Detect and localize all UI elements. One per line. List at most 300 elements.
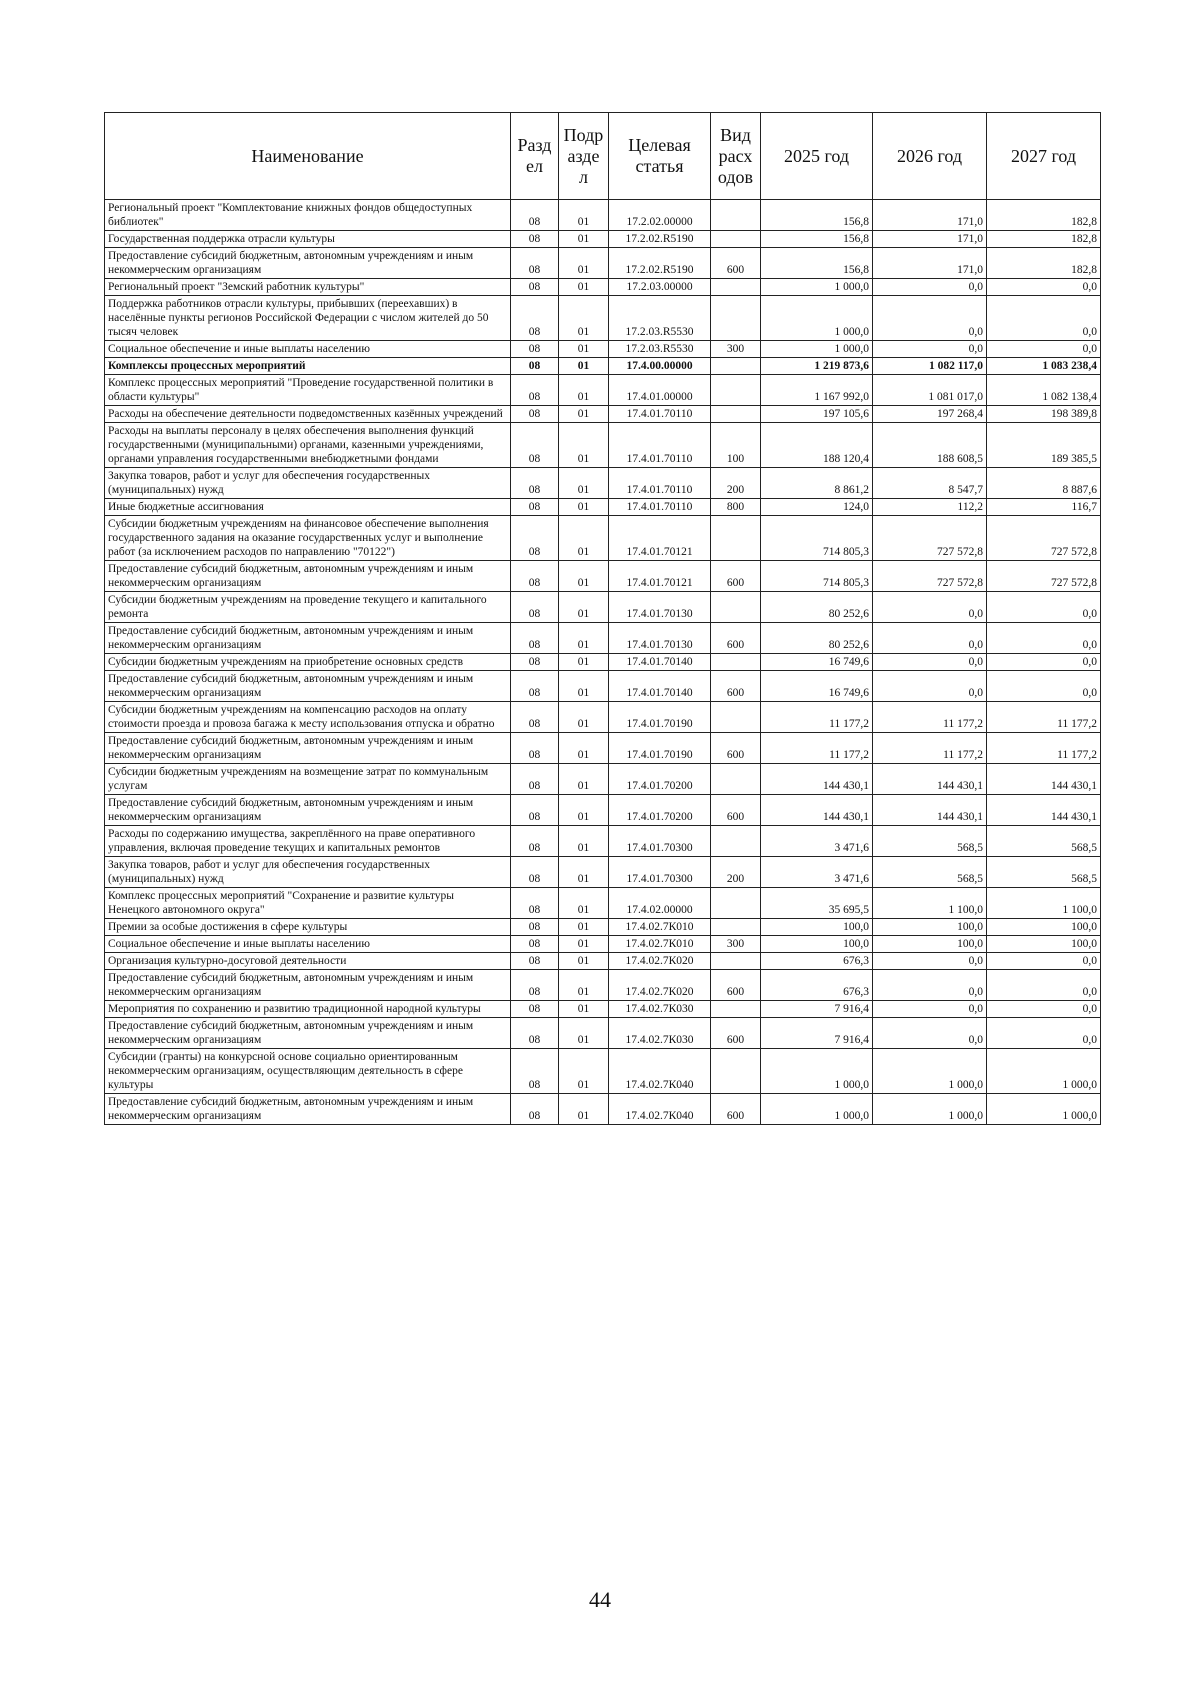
cell-celevaya: 17.2.03.R5530 [609, 341, 711, 358]
cell-razdel: 08 [511, 764, 559, 795]
cell-vid: 600 [711, 623, 761, 654]
cell-celevaya: 17.4.01.70200 [609, 795, 711, 826]
cell-podrazdel: 01 [559, 671, 609, 702]
cell-podrazdel: 01 [559, 406, 609, 423]
cell-razdel: 08 [511, 561, 559, 592]
cell-podrazdel: 01 [559, 953, 609, 970]
cell-name: Субсидии бюджетным учреждениям на финансовое обеспечение выполнения государственного задания на оказание государственных услуг и выполнение работ (за исключением расходов по направлению "70122") [105, 516, 511, 561]
cell-2025: 7 916,4 [761, 1001, 873, 1018]
cell-vid [711, 516, 761, 561]
cell-name: Расходы на обеспечение деятельности подведомственных казённых учреждений [105, 406, 511, 423]
cell-celevaya: 17.4.02.7К020 [609, 970, 711, 1001]
cell-2025: 1 000,0 [761, 279, 873, 296]
cell-podrazdel: 01 [559, 279, 609, 296]
cell-2026: 0,0 [873, 671, 987, 702]
cell-2026: 568,5 [873, 826, 987, 857]
cell-2027: 100,0 [987, 919, 1101, 936]
cell-celevaya: 17.2.02.R5190 [609, 231, 711, 248]
cell-vid: 600 [711, 795, 761, 826]
table-row [105, 936, 1101, 953]
cell-podrazdel: 01 [559, 375, 609, 406]
cell-2026: 188 608,5 [873, 423, 987, 468]
cell-name: Комплекс процессных мероприятий "Сохранение и развитие культуры Ненецкого автономного округа" [105, 888, 511, 919]
cell-vid: 600 [711, 1018, 761, 1049]
cell-2026: 100,0 [873, 919, 987, 936]
cell-2027: 0,0 [987, 1001, 1101, 1018]
cell-name: Предоставление субсидий бюджетным, автономным учреждениям и иным некоммерческим организациям [105, 733, 511, 764]
cell-2027: 0,0 [987, 341, 1101, 358]
cell-2026: 0,0 [873, 953, 987, 970]
cell-name: Субсидии бюджетным учреждениям на компенсацию расходов на оплату стоимости проезда и провоза багажа к месту использования отпуска и обратно [105, 702, 511, 733]
cell-celevaya: 17.4.01.70140 [609, 671, 711, 702]
cell-2027: 182,8 [987, 248, 1101, 279]
cell-name: Региональный проект "Комплектование книжных фондов общедоступных библиотек" [105, 200, 511, 231]
cell-2025: 1 000,0 [761, 1049, 873, 1094]
cell-2025: 80 252,6 [761, 592, 873, 623]
table-row [105, 970, 1101, 1001]
cell-2025: 100,0 [761, 936, 873, 953]
cell-2025: 11 177,2 [761, 702, 873, 733]
table-row [105, 341, 1101, 358]
cell-name: Предоставление субсидий бюджетным, автономным учреждениям и иным некоммерческим организациям [105, 248, 511, 279]
cell-2026: 0,0 [873, 970, 987, 1001]
cell-2026: 8 547,7 [873, 468, 987, 499]
cell-vid: 100 [711, 423, 761, 468]
cell-celevaya: 17.4.02.7К010 [609, 936, 711, 953]
cell-2025: 676,3 [761, 953, 873, 970]
cell-2027: 189 385,5 [987, 423, 1101, 468]
cell-2027: 1 082 138,4 [987, 375, 1101, 406]
cell-celevaya: 17.4.01.70110 [609, 499, 711, 516]
table-row [105, 826, 1101, 857]
cell-name: Субсидии бюджетным учреждениям на проведение текущего и капитального ремонта [105, 592, 511, 623]
cell-podrazdel: 01 [559, 296, 609, 341]
cell-2027: 568,5 [987, 857, 1101, 888]
cell-name: Поддержка работников отрасли культуры, прибывших (переехавших) в населённые пункты регионов Российской Федерации с числом жителей до 50 тысяч человек [105, 296, 511, 341]
cell-razdel: 08 [511, 623, 559, 654]
cell-name: Организация культурно-досуговой деятельности [105, 953, 511, 970]
cell-2025: 144 430,1 [761, 795, 873, 826]
cell-2026: 1 000,0 [873, 1094, 987, 1125]
cell-vid [711, 406, 761, 423]
cell-razdel: 08 [511, 341, 559, 358]
cell-2025: 1 167 992,0 [761, 375, 873, 406]
table-row [105, 764, 1101, 795]
header-celevaya: Целевая статья [609, 113, 711, 200]
cell-razdel: 08 [511, 1001, 559, 1018]
cell-celevaya: 17.4.02.7К030 [609, 1018, 711, 1049]
cell-vid [711, 279, 761, 296]
cell-name: Расходы на выплаты персоналу в целях обеспечения выполнения функций государственными (муниципальными) органами, казенными учреждениями, органами управления государственными внебюджетными фондами [105, 423, 511, 468]
cell-vid: 600 [711, 561, 761, 592]
cell-2027: 1 100,0 [987, 888, 1101, 919]
cell-2027: 8 887,6 [987, 468, 1101, 499]
cell-2026: 0,0 [873, 1001, 987, 1018]
cell-2026: 1 082 117,0 [873, 358, 987, 375]
header-2027: 2027 год [987, 113, 1101, 200]
cell-celevaya: 17.4.01.70110 [609, 423, 711, 468]
cell-2027: 11 177,2 [987, 733, 1101, 764]
table-row [105, 1094, 1101, 1125]
cell-razdel: 08 [511, 970, 559, 1001]
table-header-row [105, 113, 1101, 200]
cell-vid [711, 231, 761, 248]
cell-name: Расходы по содержанию имущества, закреплённого на праве оперативного управления, включая проведение текущих и капитальных ремонтов [105, 826, 511, 857]
cell-podrazdel: 01 [559, 1049, 609, 1094]
cell-vid: 600 [711, 671, 761, 702]
table-row [105, 296, 1101, 341]
cell-name: Субсидии бюджетным учреждениям на возмещение затрат по коммунальным услугам [105, 764, 511, 795]
cell-vid [711, 919, 761, 936]
cell-2026: 0,0 [873, 296, 987, 341]
cell-razdel: 08 [511, 248, 559, 279]
cell-razdel: 08 [511, 499, 559, 516]
cell-name: Предоставление субсидий бюджетным, автономным учреждениям и иным некоммерческим организациям [105, 623, 511, 654]
cell-celevaya: 17.2.03.R5530 [609, 296, 711, 341]
cell-2026: 100,0 [873, 936, 987, 953]
cell-razdel: 08 [511, 654, 559, 671]
cell-2027: 100,0 [987, 936, 1101, 953]
table-row [105, 671, 1101, 702]
cell-2026: 0,0 [873, 341, 987, 358]
cell-2025: 1 000,0 [761, 296, 873, 341]
cell-2027: 0,0 [987, 654, 1101, 671]
cell-vid: 600 [711, 970, 761, 1001]
cell-vid: 300 [711, 341, 761, 358]
cell-name: Предоставление субсидий бюджетным, автономным учреждениям и иным некоммерческим организациям [105, 1018, 511, 1049]
cell-2027: 727 572,8 [987, 561, 1101, 592]
cell-podrazdel: 01 [559, 341, 609, 358]
cell-razdel: 08 [511, 733, 559, 764]
cell-razdel: 08 [511, 516, 559, 561]
cell-razdel: 08 [511, 888, 559, 919]
table-row [105, 1018, 1101, 1049]
cell-2026: 171,0 [873, 248, 987, 279]
cell-2027: 0,0 [987, 953, 1101, 970]
cell-vid [711, 375, 761, 406]
table-row [105, 1001, 1101, 1018]
cell-celevaya: 17.4.01.70130 [609, 623, 711, 654]
cell-vid: 600 [711, 248, 761, 279]
cell-celevaya: 17.4.01.70121 [609, 516, 711, 561]
cell-razdel: 08 [511, 671, 559, 702]
cell-2027: 0,0 [987, 592, 1101, 623]
cell-2026: 11 177,2 [873, 702, 987, 733]
cell-name: Комплексы процессных мероприятий [105, 358, 511, 375]
cell-2025: 188 120,4 [761, 423, 873, 468]
cell-2026: 0,0 [873, 654, 987, 671]
table-row [105, 279, 1101, 296]
cell-podrazdel: 01 [559, 795, 609, 826]
cell-2025: 7 916,4 [761, 1018, 873, 1049]
table-row [105, 375, 1101, 406]
cell-razdel: 08 [511, 358, 559, 375]
cell-2027: 144 430,1 [987, 795, 1101, 826]
cell-podrazdel: 01 [559, 826, 609, 857]
cell-razdel: 08 [511, 1018, 559, 1049]
cell-2025: 676,3 [761, 970, 873, 1001]
cell-podrazdel: 01 [559, 499, 609, 516]
cell-podrazdel: 01 [559, 702, 609, 733]
cell-name: Комплекс процессных мероприятий "Проведение государственной политики в области культуры" [105, 375, 511, 406]
cell-razdel: 08 [511, 857, 559, 888]
cell-2025: 124,0 [761, 499, 873, 516]
cell-2026: 0,0 [873, 592, 987, 623]
cell-2027: 0,0 [987, 671, 1101, 702]
cell-2027: 1 000,0 [987, 1049, 1101, 1094]
table-row [105, 499, 1101, 516]
cell-2025: 16 749,6 [761, 671, 873, 702]
cell-razdel: 08 [511, 406, 559, 423]
cell-celevaya: 17.4.01.70110 [609, 468, 711, 499]
cell-podrazdel: 01 [559, 592, 609, 623]
cell-2025: 1 000,0 [761, 341, 873, 358]
cell-2026: 144 430,1 [873, 795, 987, 826]
cell-2027: 1 083 238,4 [987, 358, 1101, 375]
cell-2026: 171,0 [873, 200, 987, 231]
cell-vid [711, 654, 761, 671]
cell-2026: 197 268,4 [873, 406, 987, 423]
cell-2026: 0,0 [873, 1018, 987, 1049]
cell-2027: 11 177,2 [987, 702, 1101, 733]
cell-celevaya: 17.4.01.70190 [609, 702, 711, 733]
table-row [105, 231, 1101, 248]
header-2025: 2025 год [761, 113, 873, 200]
header-vid: Вид расх одов [711, 113, 761, 200]
table-row [105, 592, 1101, 623]
table-row [105, 406, 1101, 423]
budget-table [104, 112, 1101, 1125]
cell-celevaya: 17.4.01.70140 [609, 654, 711, 671]
cell-razdel: 08 [511, 423, 559, 468]
cell-2027: 568,5 [987, 826, 1101, 857]
cell-razdel: 08 [511, 1094, 559, 1125]
cell-razdel: 08 [511, 936, 559, 953]
cell-vid [711, 953, 761, 970]
cell-celevaya: 17.4.02.7К020 [609, 953, 711, 970]
table-row [105, 953, 1101, 970]
cell-celevaya: 17.2.02.R5190 [609, 248, 711, 279]
cell-2027: 0,0 [987, 296, 1101, 341]
cell-razdel: 08 [511, 200, 559, 231]
cell-2026: 727 572,8 [873, 561, 987, 592]
cell-name: Премии за особые достижения в сфере культуры [105, 919, 511, 936]
cell-razdel: 08 [511, 826, 559, 857]
cell-name: Социальное обеспечение и иные выплаты населению [105, 936, 511, 953]
cell-celevaya: 17.4.02.7К040 [609, 1094, 711, 1125]
cell-podrazdel: 01 [559, 623, 609, 654]
cell-razdel: 08 [511, 702, 559, 733]
table-row [105, 888, 1101, 919]
cell-celevaya: 17.4.01.70200 [609, 764, 711, 795]
cell-podrazdel: 01 [559, 888, 609, 919]
cell-vid [711, 702, 761, 733]
cell-celevaya: 17.4.02.00000 [609, 888, 711, 919]
cell-2026: 1 100,0 [873, 888, 987, 919]
cell-razdel: 08 [511, 296, 559, 341]
cell-2026: 1 081 017,0 [873, 375, 987, 406]
table-row [105, 795, 1101, 826]
cell-2025: 35 695,5 [761, 888, 873, 919]
table-row [105, 623, 1101, 654]
cell-vid [711, 358, 761, 375]
table-row [105, 248, 1101, 279]
cell-podrazdel: 01 [559, 654, 609, 671]
cell-razdel: 08 [511, 953, 559, 970]
cell-2025: 156,8 [761, 231, 873, 248]
cell-vid [711, 826, 761, 857]
cell-celevaya: 17.2.02.00000 [609, 200, 711, 231]
cell-podrazdel: 01 [559, 733, 609, 764]
cell-vid: 600 [711, 1094, 761, 1125]
cell-podrazdel: 01 [559, 231, 609, 248]
cell-2027: 182,8 [987, 231, 1101, 248]
table-row [105, 561, 1101, 592]
cell-2026: 1 000,0 [873, 1049, 987, 1094]
cell-vid: 600 [711, 733, 761, 764]
cell-podrazdel: 01 [559, 561, 609, 592]
cell-razdel: 08 [511, 795, 559, 826]
cell-2025: 1 219 873,6 [761, 358, 873, 375]
cell-2025: 11 177,2 [761, 733, 873, 764]
cell-2026: 568,5 [873, 857, 987, 888]
cell-2026: 727 572,8 [873, 516, 987, 561]
cell-name: Иные бюджетные ассигнования [105, 499, 511, 516]
cell-podrazdel: 01 [559, 516, 609, 561]
table-row [105, 919, 1101, 936]
cell-razdel: 08 [511, 592, 559, 623]
cell-podrazdel: 01 [559, 936, 609, 953]
cell-podrazdel: 01 [559, 764, 609, 795]
cell-2025: 80 252,6 [761, 623, 873, 654]
cell-razdel: 08 [511, 919, 559, 936]
cell-vid [711, 592, 761, 623]
cell-podrazdel: 01 [559, 919, 609, 936]
cell-2027: 182,8 [987, 200, 1101, 231]
cell-2026: 11 177,2 [873, 733, 987, 764]
cell-2025: 3 471,6 [761, 857, 873, 888]
table-row [105, 702, 1101, 733]
header-name: Наименование [105, 113, 511, 200]
budget-table-page [104, 112, 1100, 1125]
cell-2027: 198 389,8 [987, 406, 1101, 423]
cell-2027: 0,0 [987, 623, 1101, 654]
cell-name: Мероприятия по сохранению и развитию традиционной народной культуры [105, 1001, 511, 1018]
cell-razdel: 08 [511, 375, 559, 406]
cell-name: Предоставление субсидий бюджетным, автономным учреждениям и иным некоммерческим организациям [105, 795, 511, 826]
cell-vid [711, 764, 761, 795]
cell-celevaya: 17.4.01.70300 [609, 857, 711, 888]
cell-2025: 144 430,1 [761, 764, 873, 795]
cell-celevaya: 17.4.01.70190 [609, 733, 711, 764]
cell-celevaya: 17.4.02.7К040 [609, 1049, 711, 1094]
cell-podrazdel: 01 [559, 1094, 609, 1125]
header-2026: 2026 год [873, 113, 987, 200]
cell-celevaya: 17.4.01.70110 [609, 406, 711, 423]
cell-2027: 144 430,1 [987, 764, 1101, 795]
cell-2027: 116,7 [987, 499, 1101, 516]
cell-vid [711, 200, 761, 231]
cell-celevaya: 17.4.00.00000 [609, 358, 711, 375]
cell-name: Социальное обеспечение и иные выплаты населению [105, 341, 511, 358]
cell-name: Субсидии бюджетным учреждениям на приобретение основных средств [105, 654, 511, 671]
cell-2025: 714 805,3 [761, 516, 873, 561]
cell-name: Государственная поддержка отрасли культуры [105, 231, 511, 248]
cell-2027: 0,0 [987, 1018, 1101, 1049]
cell-vid [711, 888, 761, 919]
cell-2026: 0,0 [873, 279, 987, 296]
table-row [105, 423, 1101, 468]
page-number: 44 [589, 1587, 611, 1612]
table-row [105, 358, 1101, 375]
table-body [105, 200, 1101, 1125]
cell-2025: 714 805,3 [761, 561, 873, 592]
cell-celevaya: 17.2.03.00000 [609, 279, 711, 296]
cell-2026: 171,0 [873, 231, 987, 248]
cell-razdel: 08 [511, 1049, 559, 1094]
cell-2027: 1 000,0 [987, 1094, 1101, 1125]
header-podrazdel: Подр азде л [559, 113, 609, 200]
cell-podrazdel: 01 [559, 1001, 609, 1018]
cell-name: Предоставление субсидий бюджетным, автономным учреждениям и иным некоммерческим организациям [105, 1094, 511, 1125]
cell-name: Предоставление субсидий бюджетным, автономным учреждениям и иным некоммерческим организациям [105, 561, 511, 592]
cell-razdel: 08 [511, 231, 559, 248]
cell-2025: 8 861,2 [761, 468, 873, 499]
cell-2027: 727 572,8 [987, 516, 1101, 561]
table-row [105, 200, 1101, 231]
table-row [105, 468, 1101, 499]
cell-name: Закупка товаров, работ и услуг для обеспечения государственных (муниципальных) нужд [105, 468, 511, 499]
cell-vid: 200 [711, 468, 761, 499]
cell-podrazdel: 01 [559, 423, 609, 468]
cell-vid: 300 [711, 936, 761, 953]
table-row [105, 1049, 1101, 1094]
table-row [105, 516, 1101, 561]
cell-vid: 200 [711, 857, 761, 888]
header-razdel: Разд ел [511, 113, 559, 200]
cell-name: Закупка товаров, работ и услуг для обеспечения государственных (муниципальных) нужд [105, 857, 511, 888]
cell-2025: 156,8 [761, 248, 873, 279]
cell-celevaya: 17.4.01.00000 [609, 375, 711, 406]
cell-podrazdel: 01 [559, 358, 609, 375]
cell-podrazdel: 01 [559, 857, 609, 888]
cell-razdel: 08 [511, 468, 559, 499]
cell-vid [711, 296, 761, 341]
cell-2026: 0,0 [873, 623, 987, 654]
table-row [105, 733, 1101, 764]
cell-podrazdel: 01 [559, 248, 609, 279]
cell-2025: 16 749,6 [761, 654, 873, 671]
cell-2025: 1 000,0 [761, 1094, 873, 1125]
table-row [105, 857, 1101, 888]
cell-2025: 156,8 [761, 200, 873, 231]
cell-razdel: 08 [511, 279, 559, 296]
cell-2027: 0,0 [987, 970, 1101, 1001]
cell-celevaya: 17.4.02.7К010 [609, 919, 711, 936]
cell-podrazdel: 01 [559, 468, 609, 499]
cell-celevaya: 17.4.01.70300 [609, 826, 711, 857]
table-row [105, 654, 1101, 671]
cell-celevaya: 17.4.01.70121 [609, 561, 711, 592]
cell-vid [711, 1049, 761, 1094]
cell-celevaya: 17.4.01.70130 [609, 592, 711, 623]
cell-name: Субсидии (гранты) на конкурсной основе социально ориентированным некоммерческим организациям, осуществляющим деятельность в сфере культуры [105, 1049, 511, 1094]
cell-name: Предоставление субсидий бюджетным, автономным учреждениям и иным некоммерческим организациям [105, 970, 511, 1001]
cell-name: Предоставление субсидий бюджетным, автономным учреждениям и иным некоммерческим организациям [105, 671, 511, 702]
cell-2025: 100,0 [761, 919, 873, 936]
cell-2025: 197 105,6 [761, 406, 873, 423]
cell-2026: 112,2 [873, 499, 987, 516]
